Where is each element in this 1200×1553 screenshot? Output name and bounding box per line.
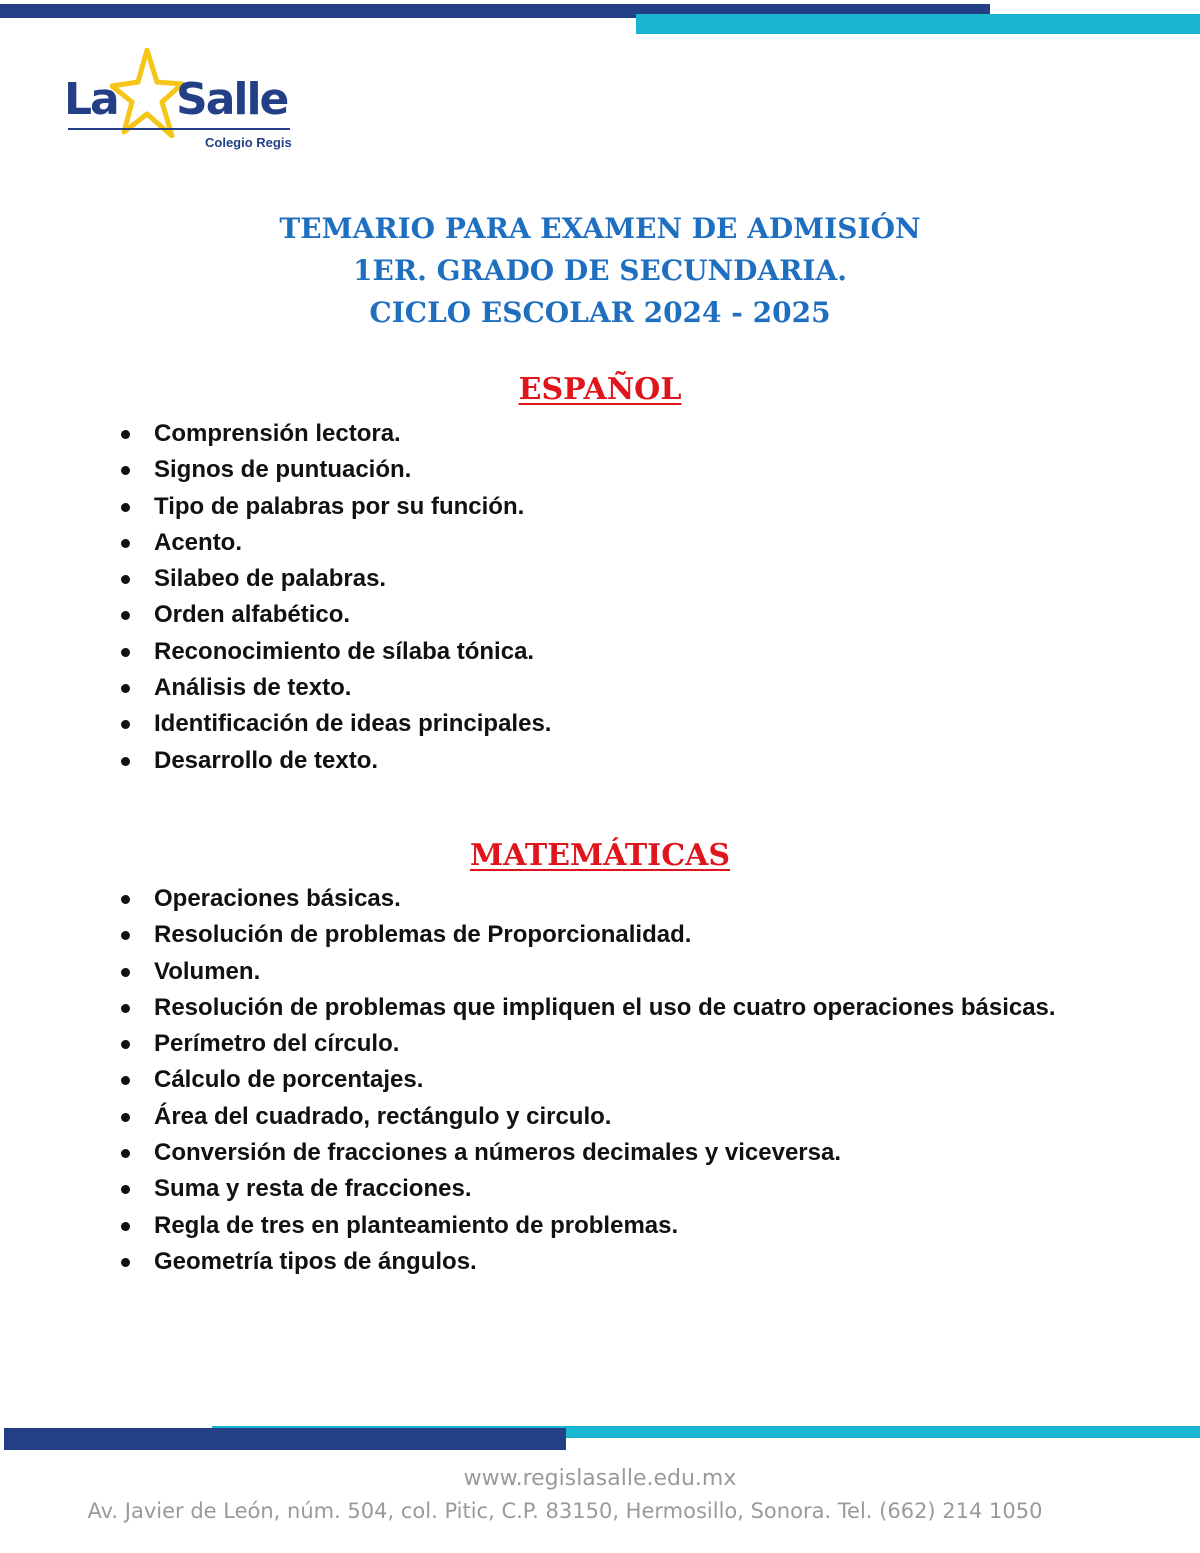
bullet-icon [121, 1258, 130, 1267]
list-item [118, 1026, 1108, 1062]
list-item-text: Cálculo de porcentajes. [154, 1066, 424, 1094]
bullet-icon [121, 539, 130, 548]
header-cyan-bar [636, 14, 1200, 34]
list-item [118, 489, 1108, 525]
list-item-text: Orden alfabético. [154, 601, 351, 629]
bullet-icon [121, 1185, 130, 1194]
list-item [118, 1171, 1108, 1207]
list-item [118, 917, 1108, 953]
list-item-text: Área del cuadrado, rectángulo y circulo. [154, 1102, 612, 1130]
list-item [118, 525, 1108, 561]
section-heading-espanol: ESPAÑOL [518, 372, 682, 407]
bullet-icon [121, 1222, 130, 1231]
list-item [118, 954, 1108, 990]
list-item [118, 634, 1108, 670]
list-item [118, 1135, 1108, 1171]
list-item [118, 706, 1108, 742]
list-item-text: Resolución de problemas de Proporcionalidad. [154, 921, 692, 949]
list-item-text: Desarrollo de texto. [154, 746, 379, 774]
list-item [118, 1062, 1108, 1098]
list-item [118, 1208, 1108, 1244]
bullet-icon [121, 684, 130, 693]
list-item-text: Volumen. [154, 957, 261, 985]
title-line-1: TEMARIO PARA EXAMEN DE ADMISIÓN [279, 212, 921, 245]
list-item [118, 990, 1108, 1026]
bullet-icon [121, 757, 130, 766]
list-item [118, 743, 1108, 779]
logo-brand-right: Salle [176, 74, 288, 125]
list-item-text: Resolución de problemas que impliquen el uso de cuatro operaciones básicas. [154, 993, 1056, 1021]
list-item [118, 416, 1108, 452]
bullet-icon [121, 466, 130, 475]
list-item [118, 1244, 1108, 1280]
list-item-text: Reconocimiento de sílaba tónica. [154, 637, 535, 665]
bullet-icon [121, 648, 130, 657]
bullet-icon [121, 720, 130, 729]
list-item [118, 670, 1108, 706]
list-item [118, 881, 1108, 917]
section-heading-matematicas: MATEMÁTICAS [469, 838, 731, 873]
list-item-text: Comprensión lectora. [154, 420, 401, 447]
bullet-icon [121, 1004, 130, 1013]
bullet-icon [121, 968, 130, 977]
list-item-text: Operaciones básicas. [154, 885, 401, 912]
bullet-icon [121, 931, 130, 940]
title-line-2: 1ER. GRADO DE SECUNDARIA. [353, 254, 847, 287]
bullet-icon [121, 575, 130, 584]
topic-list-espanol [118, 416, 1108, 779]
bullet-icon [121, 1149, 130, 1158]
bullet-icon [121, 1113, 130, 1122]
footer-navy-bar [4, 1428, 566, 1450]
list-item-text: Suma y resta de fracciones. [154, 1175, 472, 1203]
list-item-text: Regla de tres en planteamiento de problemas. [154, 1211, 679, 1239]
footer-website-link[interactable]: www.regislasalle.edu.mx [463, 1466, 737, 1491]
list-item-text: Identificación de ideas principales. [154, 710, 552, 738]
list-item-text: Silabeo de palabras. [154, 565, 387, 593]
topic-list-matematicas [118, 881, 1108, 1280]
title-line-3: CICLO ESCOLAR 2024 - 2025 [369, 296, 831, 329]
logo-subtitle: Colegio Regis [205, 135, 292, 150]
list-item-text: Acento. [154, 528, 243, 556]
list-item-text: Tipo de palabras por su función. [154, 492, 525, 520]
list-item-text: Signos de puntuación. [154, 456, 412, 484]
logo-brand-left: La [64, 74, 118, 125]
list-item-text: Geometría tipos de ángulos. [154, 1247, 477, 1275]
bullet-icon [121, 1040, 130, 1049]
list-item-text: Conversión de fracciones a números decimales y viceversa. [154, 1139, 841, 1167]
bullet-icon [121, 430, 130, 439]
list-item-text: Análisis de texto. [154, 674, 352, 702]
list-item-text: Perímetro del círculo. [154, 1030, 400, 1058]
footer-address: Av. Javier de León, núm. 504, col. Pitic, C.P. 83150, Hermosillo, Sonora. Tel. (662) 214 1050 [87, 1499, 1043, 1523]
list-item [118, 561, 1108, 597]
list-item [118, 1099, 1108, 1135]
bullet-icon [121, 611, 130, 620]
document-title [0, 208, 1200, 334]
list-item [118, 597, 1108, 633]
logo-divider [68, 128, 290, 130]
bullet-icon [121, 895, 130, 904]
bullet-icon [121, 503, 130, 512]
school-logo [64, 48, 304, 156]
star-icon [110, 48, 184, 138]
bullet-icon [121, 1076, 130, 1085]
list-item [118, 452, 1108, 488]
